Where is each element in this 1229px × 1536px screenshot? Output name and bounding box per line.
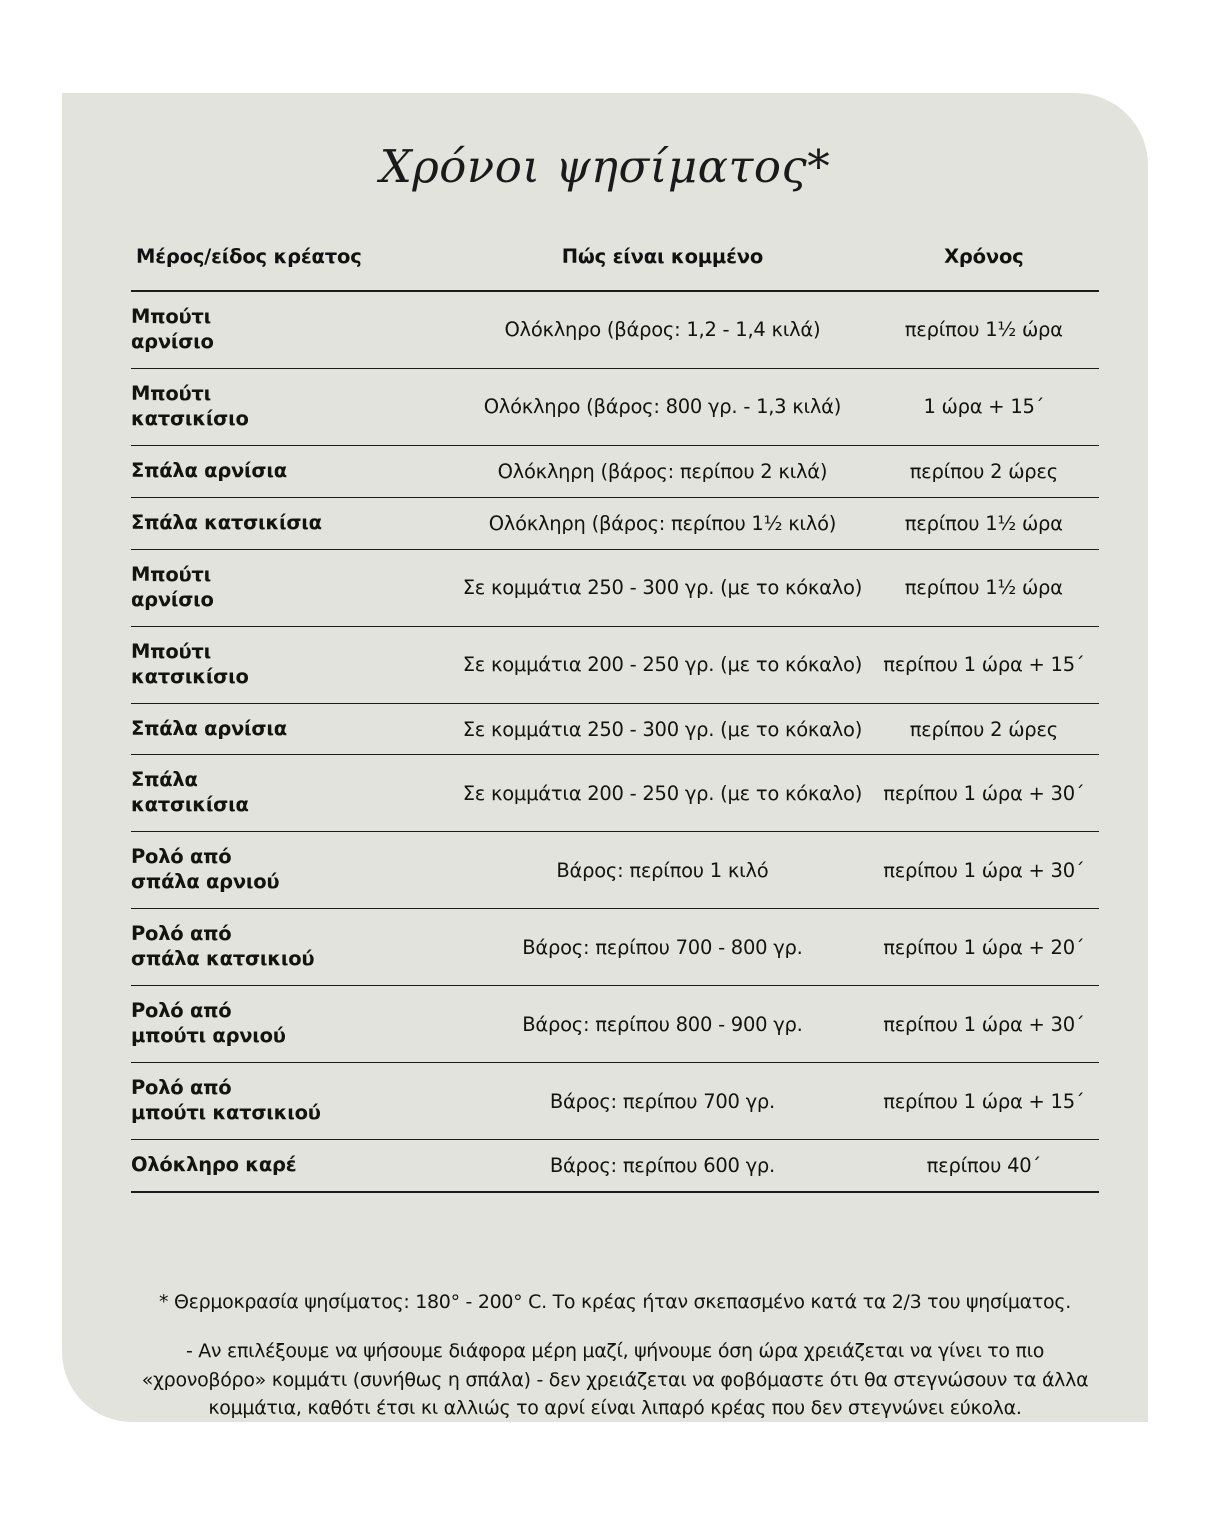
cell-cut-description: Βάρος: περίπου 1 κιλό bbox=[456, 832, 868, 909]
meat-name-line-2: μπούτι κατσικιού bbox=[131, 1101, 321, 1125]
cell-meat-type bbox=[131, 445, 456, 497]
cell-cut-description: Ολόκληρο (βάρος: 1,2 - 1,4 κιλά) bbox=[456, 291, 868, 368]
table-row bbox=[131, 291, 1099, 368]
cell-meat-type bbox=[131, 1063, 456, 1140]
cell-meat-type bbox=[131, 497, 456, 549]
table-header bbox=[131, 245, 1099, 291]
meat-name-line-2: σπάλα κατσικιού bbox=[131, 947, 315, 971]
cooking-times-table bbox=[131, 245, 1099, 1193]
meat-name-line-1: Ρολό από bbox=[131, 922, 232, 946]
meat-name-line-1: Μπούτι bbox=[131, 381, 211, 405]
column-header-cut: Πώς είναι κομμένο bbox=[561, 245, 764, 268]
cooking-times-table-wrapper bbox=[131, 245, 1099, 1193]
meat-name-line-1: Ρολό από bbox=[131, 845, 232, 869]
meat-name-line-1: Σπάλα αρνίσια bbox=[131, 458, 287, 482]
table-body bbox=[131, 291, 1099, 1192]
cell-cooking-time: περίπου 1 ώρα + 30΄ bbox=[869, 832, 1099, 909]
cell-cut-description: Βάρος: περίπου 600 γρ. bbox=[456, 1140, 868, 1192]
cell-cooking-time: περίπου 1 ώρα + 15΄ bbox=[869, 626, 1099, 703]
cell-meat-type bbox=[131, 291, 456, 368]
meat-name-line-2: αρνίσιο bbox=[131, 329, 214, 353]
cell-cooking-time: περίπου 1 ώρα + 15΄ bbox=[869, 1063, 1099, 1140]
cell-cooking-time: περίπου 1½ ώρα bbox=[869, 497, 1099, 549]
cell-meat-type bbox=[131, 832, 456, 909]
meat-name-line-1: Μπούτι bbox=[131, 562, 211, 586]
footnote-temperature: * Θερμοκρασία ψησίματος: 180° - 200° C. Το κρέας ήταν σκεπασμένο κατά τα 2/3 του ψησίματος. bbox=[159, 1291, 1071, 1313]
footnotes bbox=[131, 1290, 1099, 1423]
cell-cooking-time: περίπου 1½ ώρα bbox=[869, 549, 1099, 626]
cell-cut-description: Βάρος: περίπου 700 γρ. bbox=[456, 1063, 868, 1140]
table-row bbox=[131, 497, 1099, 549]
cell-meat-type bbox=[131, 986, 456, 1063]
cell-cut-description: Βάρος: περίπου 800 - 900 γρ. bbox=[456, 986, 868, 1063]
meat-name-line-1: Σπάλα αρνίσια bbox=[131, 716, 287, 740]
meat-name-line-1: Ολόκληρο καρέ bbox=[131, 1153, 297, 1177]
table-header-row bbox=[131, 245, 1099, 291]
cell-cut-description: Βάρος: περίπου 700 - 800 γρ. bbox=[456, 909, 868, 986]
table-row bbox=[131, 986, 1099, 1063]
cell-cooking-time: περίπου 2 ώρες bbox=[869, 445, 1099, 497]
meat-name-line-2: κατσικίσιο bbox=[131, 664, 249, 688]
meat-name-line-2: μπούτι αρνιού bbox=[131, 1024, 286, 1048]
cell-cut-description: Σε κομμάτια 250 - 300 γρ. (με το κόκαλο) bbox=[456, 549, 868, 626]
table-row bbox=[131, 909, 1099, 986]
cell-cut-description: Ολόκληρη (βάρος: περίπου 2 κιλά) bbox=[456, 445, 868, 497]
column-header-meat: Μέρος/είδος κρέατος bbox=[136, 245, 362, 268]
meat-name-line-1: Σπάλα bbox=[131, 768, 198, 792]
meat-name-line-1: Ρολό από bbox=[131, 1076, 232, 1100]
table-row bbox=[131, 368, 1099, 445]
meat-name-line-1: Μπούτι bbox=[131, 305, 211, 328]
cell-meat-type bbox=[131, 1140, 456, 1192]
column-header-time: Χρόνος bbox=[944, 245, 1024, 268]
table-row bbox=[131, 832, 1099, 909]
cell-meat-type bbox=[131, 703, 456, 755]
cell-cooking-time: 1 ώρα + 15΄ bbox=[869, 368, 1099, 445]
page-title: Χρόνοι ψησίματος* bbox=[379, 140, 831, 193]
cell-cooking-time: περίπου 1 ώρα + 20΄ bbox=[869, 909, 1099, 986]
cell-meat-type bbox=[131, 549, 456, 626]
cell-meat-type bbox=[131, 755, 456, 832]
footnote-mixed-roasting: - Αν επιλέξουμε να ψήσουμε διάφορα μέρη μαζί, ψήνουμε όση ώρα χρειάζεται να γίνει το πιο «χρονοβόρο» κομμάτι (συνήθως η σπάλα) - δεν χρειάζεται να φοβόμαστε ότι θα στεγνώσουν τα άλλα κομμάτια, καθότι έτσι κι αλλιώς το αρνί είναι λιπαρό κρέας που δεν στεγνώνει εύκολα. bbox=[141, 1339, 1089, 1420]
table-row bbox=[131, 1063, 1099, 1140]
cell-cut-description: Σε κομμάτια 250 - 300 γρ. (με το κόκαλο) bbox=[456, 703, 868, 755]
meat-name-line-1: Σπάλα κατσικίσια bbox=[131, 510, 322, 534]
meat-name-line-2: κατσικίσια bbox=[131, 793, 249, 817]
cell-cooking-time: περίπου 1 ώρα + 30΄ bbox=[869, 755, 1099, 832]
cell-cut-description: Ολόκληρο (βάρος: 800 γρ. - 1,3 κιλά) bbox=[456, 368, 868, 445]
table-row bbox=[131, 445, 1099, 497]
meat-name-line-2: κατσικίσιο bbox=[131, 406, 249, 430]
cooking-times-card bbox=[62, 93, 1148, 1422]
cell-meat-type bbox=[131, 626, 456, 703]
meat-name-line-1: Ρολό από bbox=[131, 999, 232, 1023]
cell-cooking-time: περίπου 40΄ bbox=[869, 1140, 1099, 1192]
table-row bbox=[131, 1140, 1099, 1192]
cell-cooking-time: περίπου 1½ ώρα bbox=[869, 291, 1099, 368]
table-row bbox=[131, 755, 1099, 832]
meat-name-line-2: αρνίσιο bbox=[131, 587, 214, 611]
cell-cooking-time: περίπου 1 ώρα + 30΄ bbox=[869, 986, 1099, 1063]
cell-cut-description: Ολόκληρη (βάρος: περίπου 1½ κιλό) bbox=[456, 497, 868, 549]
cell-cooking-time: περίπου 2 ώρες bbox=[869, 703, 1099, 755]
table-row bbox=[131, 703, 1099, 755]
meat-name-line-2: σπάλα αρνιού bbox=[131, 870, 280, 894]
cell-meat-type bbox=[131, 909, 456, 986]
table-row bbox=[131, 626, 1099, 703]
table-row bbox=[131, 549, 1099, 626]
meat-name-line-1: Μπούτι bbox=[131, 639, 211, 663]
cell-cut-description: Σε κομμάτια 200 - 250 γρ. (με το κόκαλο) bbox=[456, 755, 868, 832]
cell-meat-type bbox=[131, 368, 456, 445]
cell-cut-description: Σε κομμάτια 200 - 250 γρ. (με το κόκαλο) bbox=[456, 626, 868, 703]
